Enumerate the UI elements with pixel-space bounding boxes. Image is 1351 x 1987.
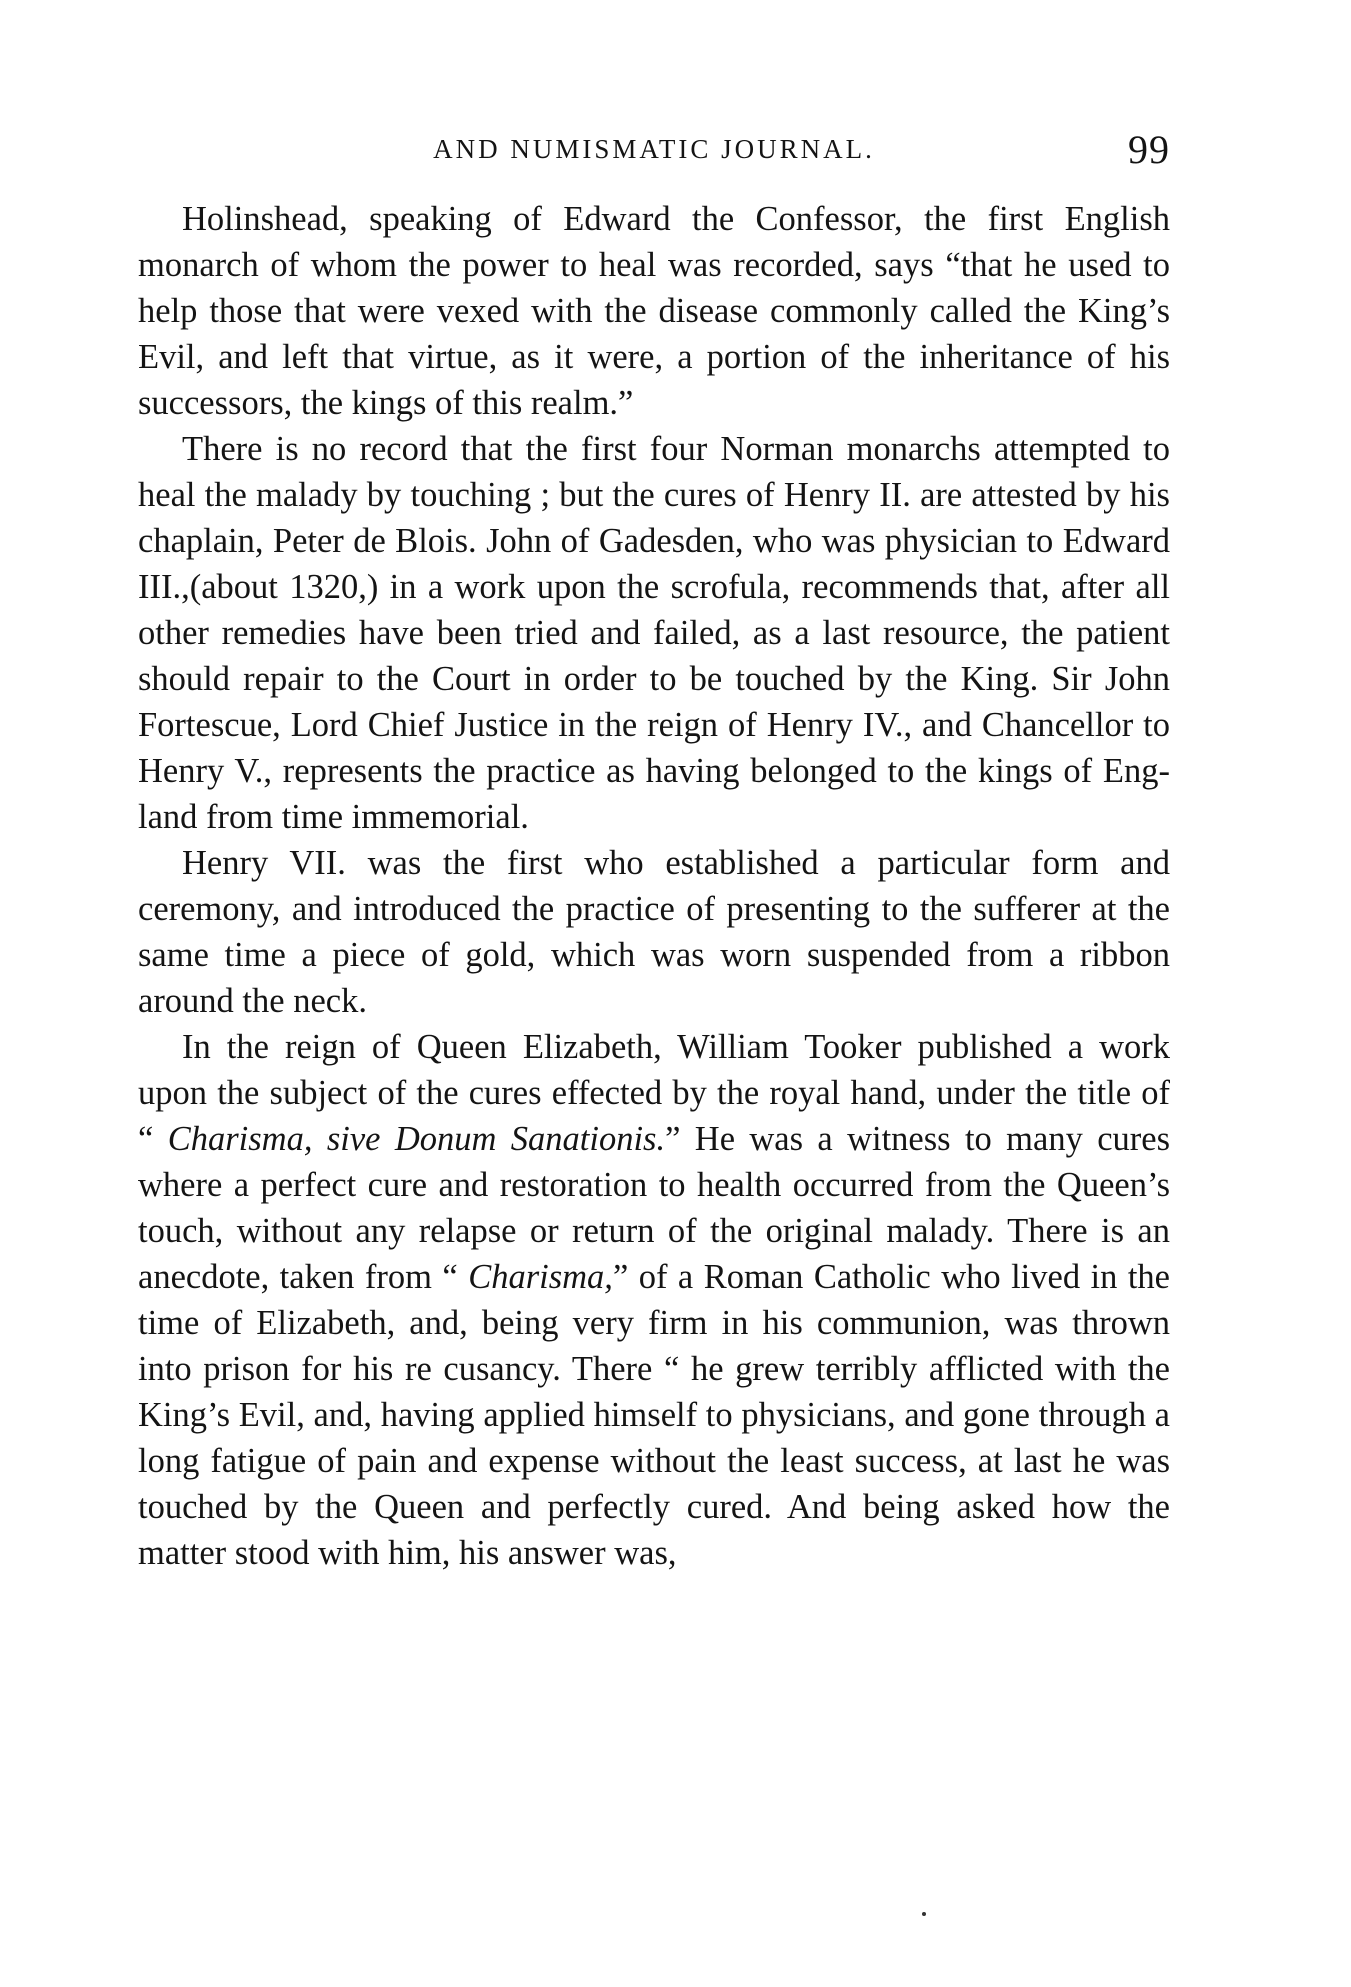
book-title-italic: Charisma,: [468, 1258, 613, 1296]
paragraph-queen-elizabeth: [138, 1024, 1170, 1576]
body-text: [138, 196, 1170, 1576]
paragraph-holinshead: Holinshead, speaking of Edward the Confessor, the first English monarch of whom the power to heal was recorded, says “that he used to help those that were vexed with the disease commonly called the King’s Evil, and left that virtue, as it were, a portion of the inheritance of his successors, the kings of this realm.”: [138, 200, 1170, 422]
paragraph-text-segment: ” of a Roman Catholic who lived in the time of Elizabeth, and, being very firm in his communion, was thrown into prison for his re cusancy. There “ he grew terribly afflicted with the King’s Evil, and, having applied himself to physicians, and gone through a long fatigue of pain and expense without the least success, at last he was touched by the Queen and perfectly cured. And being asked how the matter stood with him, his answer was,: [138, 1258, 1170, 1572]
paragraph-norman-monarchs: There is no record that the first four Norman monarchs attempted to heal the malady by touching ; but the cures of Henry II. are attested by his chaplain, Peter de Blois. John of Gadesden, who was physician to Edward III.,(about 1320,) in a work upon the scrofula, recommends that, after all other remedies have been tried and failed, as a last resource, the patient should repair to the Court in order to be touched by the King. Sir John Fortescue, Lord Chief Justice in the reign of Henry IV., and Chancellor to Henry V., represents the practice as having belonged to the kings of England from time immemorial.: [138, 430, 1170, 836]
paragraph-text-segment: In the reign of Queen Elizabeth, William Tooker published a work upon the subject of the cures effected by the royal hand, under the title of “: [138, 1028, 1170, 1158]
print-speck: [922, 1912, 926, 1916]
running-head: [138, 128, 1170, 178]
page-number: 99: [1128, 127, 1170, 172]
paragraph-text-segment: ” He was a witness to many cures where a perfect cure and restoration to health occurred from the Queen’s touch, without any relapse or return of the original malady. There is an anecdote, taken from “: [138, 1120, 1170, 1296]
paragraph-henry-vii: Henry VII. was the first who established a particular form and ceremony, and introduced the practice of presenting to the sufferer at the same time a piece of gold, which was worn suspended from a ribbon around the neck.: [138, 844, 1170, 1020]
running-title: AND NUMISMATIC JOURNAL.: [433, 134, 875, 164]
book-title-italic: Charisma, sive Donum Sanationis.: [167, 1120, 666, 1158]
